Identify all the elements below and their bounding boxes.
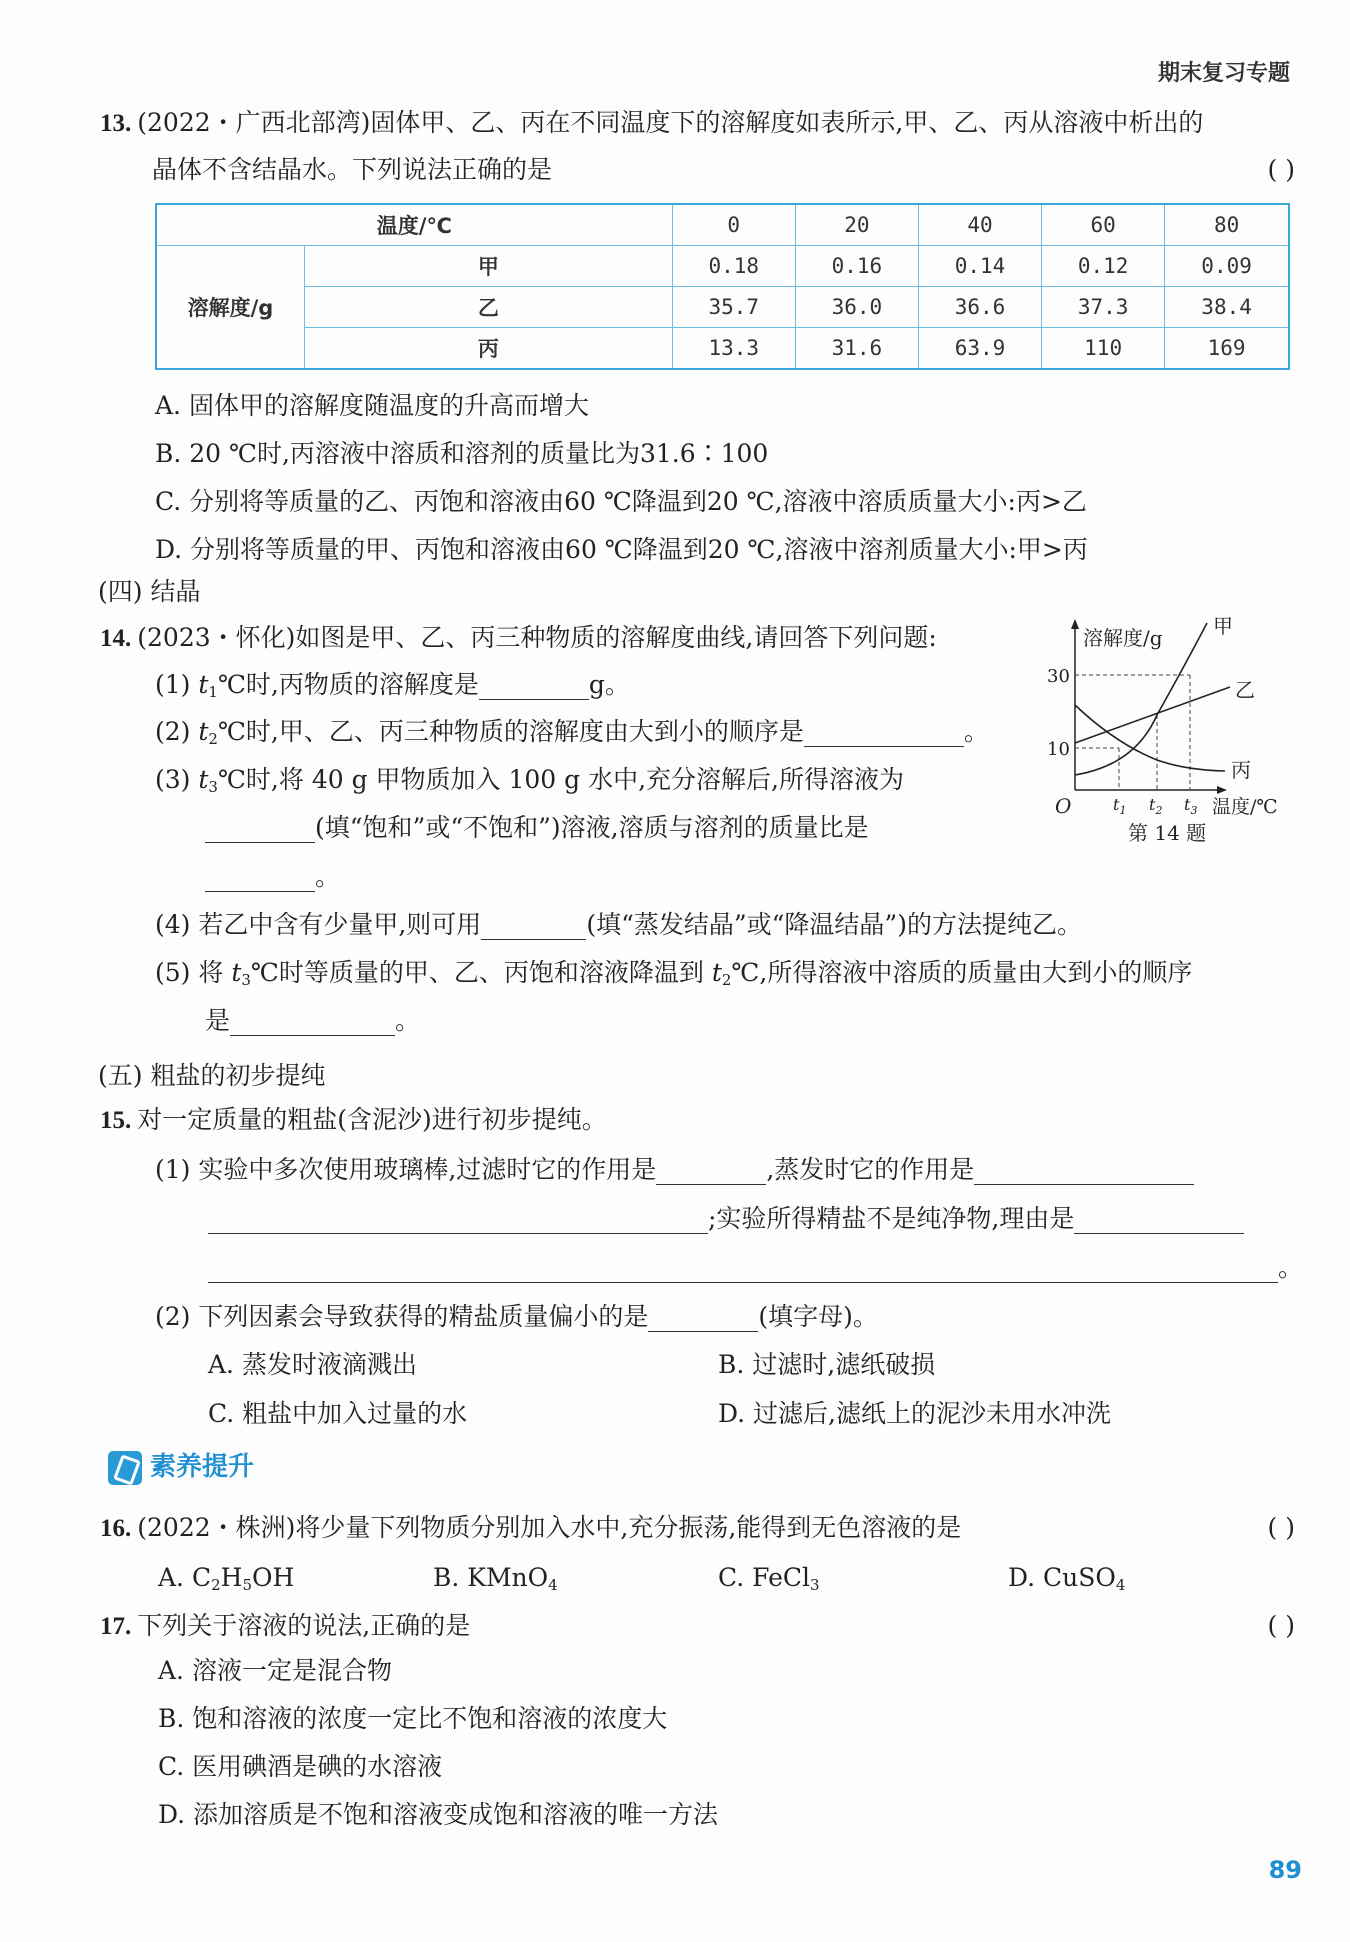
table-cell: 35.7 [672,287,795,328]
option-b[interactable]: B. 20 ℃时,丙溶液中溶质和溶剂的质量比为31.6∶100 [155,439,769,468]
q13-stem: (2022・广西北部湾)固体甲、乙、丙在不同温度下的溶解度如表所示,甲、乙、丙从溶液中析出的 [137,108,1204,137]
formula-text: C. FeCl [718,1563,811,1592]
answer-paren[interactable]: ( ) [1267,155,1295,184]
pencil-icon [108,1451,142,1485]
solubility-table [155,203,1290,370]
curve-bing [1075,705,1225,771]
answer-paren[interactable]: ( ) [1267,1513,1295,1542]
part-text: (填“饱和”或“不饱和”)溶液,溶质与溶剂的质量比是 [315,813,869,842]
x-tick-t1: $t_1$ [1113,795,1127,815]
option-a[interactable]: A. 固体甲的溶解度随温度的升高而增大 [155,391,589,420]
part-text: (4) 若乙中含有少量甲,则可用 [155,910,482,939]
subscript: 3 [241,971,251,989]
page-number: 89 [1268,1856,1302,1884]
part-text: ℃时等质量的甲、乙、丙饱和溶液降温到 [250,958,712,987]
answer-blank[interactable] [481,917,586,940]
option-b[interactable]: B. 饱和溶液的浓度一定比不饱和溶液的浓度大 [158,1704,668,1733]
part-text: ℃时,将 40 g 甲物质加入 100 g 水中,充分溶解后,所得溶液为 [217,765,904,794]
answer-blank[interactable] [205,869,315,892]
option-d[interactable]: D. 添加溶质是不饱和溶液变成饱和溶液的唯一方法 [158,1800,719,1829]
subscript: 4 [1115,1576,1126,1594]
q16-stem-text: (2022・株洲)将少量下列物质分别加入水中,充分振荡,能得到无色溶液的是 [137,1513,962,1542]
q15-number: 15. [100,1107,132,1134]
q16-options [158,1563,1295,1593]
q14-part4 [155,910,1295,940]
answer-blank[interactable] [208,1260,1278,1283]
t-symbol: t [198,670,209,699]
section-salt-purification: (五) 粗盐的初步提纯 [98,1061,326,1090]
table-cell: 36.6 [918,287,1041,328]
option-a[interactable] [158,1563,433,1593]
temp-header: 温度/℃ [156,204,672,246]
q13-number: 13. [100,110,132,137]
part-text: g。 [588,670,630,699]
part-text: (填字母)。 [758,1302,878,1331]
t-symbol: t [711,958,722,987]
solubility-curve-chart [1035,615,1305,815]
table-cell: 31.6 [795,328,918,370]
y-axis-arrow [1071,619,1079,629]
formula-text: A. C [158,1563,212,1592]
option-c[interactable] [718,1563,1008,1593]
curve-yi [1075,687,1230,743]
table-cell: 0.09 [1165,246,1289,287]
answer-blank[interactable] [208,1211,708,1234]
q15-options-row1 [208,1350,1295,1380]
answer-blank[interactable] [656,1162,766,1185]
q15-stem [100,1105,1295,1136]
table-cell: 63.9 [918,328,1041,370]
subscript: 3 [810,1576,820,1594]
formula-text: D. CuSO [1008,1563,1116,1592]
q13-line1 [100,108,1295,139]
part-text: ;实验所得精盐不是纯净物,理由是 [708,1204,1075,1233]
subscript: 1 [208,683,218,701]
table-row [156,287,1289,328]
q15-part1-cont [208,1204,1295,1234]
part-text: ℃时,丙物质的溶解度是 [217,670,479,699]
series-label-bing: 丙 [1231,758,1251,782]
table-cell: 0.14 [918,246,1041,287]
subscript: 5 [242,1576,252,1594]
table-row [156,246,1289,287]
part-text: 。 [963,717,989,746]
y-tick-30: 30 [1047,666,1070,687]
q15-part2 [155,1302,1295,1332]
table-cell: 40 [918,204,1041,246]
part-text: 。 [395,1006,421,1035]
q14-number: 14. [100,625,132,652]
answer-blank[interactable] [479,677,589,700]
option-b[interactable] [433,1563,718,1593]
x-tick-t2: $t_2$ [1149,795,1163,815]
option-d[interactable]: D. 分别将等质量的甲、丙饱和溶液由60 ℃降温到20 ℃,溶液中溶剂质量大小:甲>丙 [155,535,1088,564]
option-c[interactable]: C. 粗盐中加入过量的水 [208,1399,468,1428]
option-c[interactable]: C. 分别将等质量的乙、丙饱和溶液由60 ℃降温到20 ℃,溶液中溶质质量大小:丙>乙 [155,487,1087,516]
table-row [156,204,1289,246]
table-cell: 38.4 [1165,287,1289,328]
q15-stem-text: 对一定质量的粗盐(含泥沙)进行初步提纯。 [137,1105,607,1134]
banner-title: 素养提升 [150,1452,255,1482]
part-text: (2) 下列因素会导致获得的精盐质量偏小的是 [155,1302,649,1331]
part-text: 是 [205,1006,231,1035]
subscript: 2 [211,1576,221,1594]
answer-blank[interactable] [648,1309,758,1332]
option-a[interactable]: A. 溶液一定是混合物 [158,1656,392,1685]
y-axis-label: 溶解度/g [1083,626,1163,650]
subscript: 3 [208,778,218,796]
table-cell: 20 [795,204,918,246]
q15-options-row2 [208,1399,1295,1429]
substance-label: 丙 [305,328,673,370]
x-tick-t3: $t_3$ [1184,795,1198,815]
answer-blank[interactable] [1074,1211,1244,1234]
answer-blank[interactable] [804,724,964,747]
series-label-jia: 甲 [1213,615,1233,638]
x-axis-arrow [1217,786,1227,794]
section-banner [108,1446,254,1485]
option-b[interactable]: B. 过滤时,滤纸破损 [718,1350,936,1379]
q16-stem [100,1513,1295,1544]
table-cell: 36.0 [795,287,918,328]
part-text: (5) 将 [155,958,232,987]
q14-part5-cont [205,1006,1295,1036]
q13-options [155,382,1295,574]
solubility-header: 溶解度/g [156,246,305,370]
table-cell: 0.12 [1042,246,1165,287]
series-label-yi: 乙 [1235,678,1255,702]
answer-blank[interactable] [230,1013,395,1036]
part-label: (3) [155,765,199,794]
y-tick-10: 10 [1047,739,1070,760]
q16-number: 16. [100,1515,132,1542]
option-a[interactable]: A. 蒸发时液滴溅出 [208,1350,417,1379]
part-text: (填“蒸发结晶”或“降温结晶”)的方法提纯乙。 [586,910,1082,939]
part-text: (1) 实验中多次使用玻璃棒,过滤时它的作用是 [155,1155,657,1184]
table-cell: 110 [1042,328,1165,370]
table-cell: 13.3 [672,328,795,370]
origin-label: O [1055,794,1072,815]
subscript: 4 [548,1576,558,1594]
table-cell: 60 [1042,204,1165,246]
option-d[interactable] [1008,1563,1125,1592]
part-label: (2) [155,717,199,746]
q17-stem-text: 下列关于溶液的说法,正确的是 [137,1611,471,1640]
part-text: ,蒸发时它的作用是 [766,1155,975,1184]
table-cell: 169 [1165,328,1289,370]
section-crystallization: (四) 结晶 [98,577,201,606]
figure-caption: 第 14 题 [1128,821,1207,845]
option-d[interactable]: D. 过滤后,滤纸上的泥沙未用水冲洗 [718,1399,1111,1428]
q13-stem-2: 晶体不含结晶水。下列说法正确的是 [152,155,553,184]
formula-text: H [220,1563,243,1592]
x-axis-label: 温度/℃ [1212,796,1278,815]
formula-text: B. KMnO [433,1563,549,1592]
part-text: 。 [315,862,341,891]
q14-part3-end [205,862,1295,892]
substance-label: 甲 [305,246,673,287]
part-text: ℃,所得溶液中溶质的质量由大到小的顺序 [731,958,1193,987]
t-symbol: t [198,717,209,746]
table-cell: 80 [1165,204,1289,246]
part-text: ℃时,甲、乙、丙三种物质的溶解度由大到小的顺序是 [217,717,804,746]
q17-number: 17. [100,1613,132,1640]
subscript: 2 [721,971,732,989]
q13-line2 [152,155,1295,185]
table-cell: 37.3 [1042,287,1165,328]
q14-stem [100,623,1020,654]
q17-options [158,1647,1295,1839]
t-symbol: t [231,958,242,987]
q15-part1-end [208,1253,1304,1283]
q15-part1 [155,1155,1295,1185]
table-cell: 0.18 [672,246,795,287]
substance-label: 乙 [305,287,673,328]
q14-part5 [155,958,1295,988]
part-label: (1) [155,670,199,699]
q14-stem-text: (2023・怀化)如图是甲、乙、丙三种物质的溶解度曲线,请回答下列问题: [137,623,937,652]
answer-paren[interactable]: ( ) [1267,1611,1295,1640]
t-symbol: t [198,765,209,794]
answer-blank[interactable] [974,1162,1194,1185]
formula-text: OH [251,1563,295,1592]
q17-stem [100,1611,1295,1642]
answer-blank[interactable] [205,820,315,843]
table-cell: 0.16 [795,246,918,287]
table-row [156,328,1289,370]
option-c[interactable]: C. 医用碘酒是碘的水溶液 [158,1752,443,1781]
page-header: 期末复习专题 [1157,61,1290,86]
subscript: 2 [208,730,218,748]
table-cell: 0 [672,204,795,246]
part-text: 。 [1278,1253,1304,1282]
